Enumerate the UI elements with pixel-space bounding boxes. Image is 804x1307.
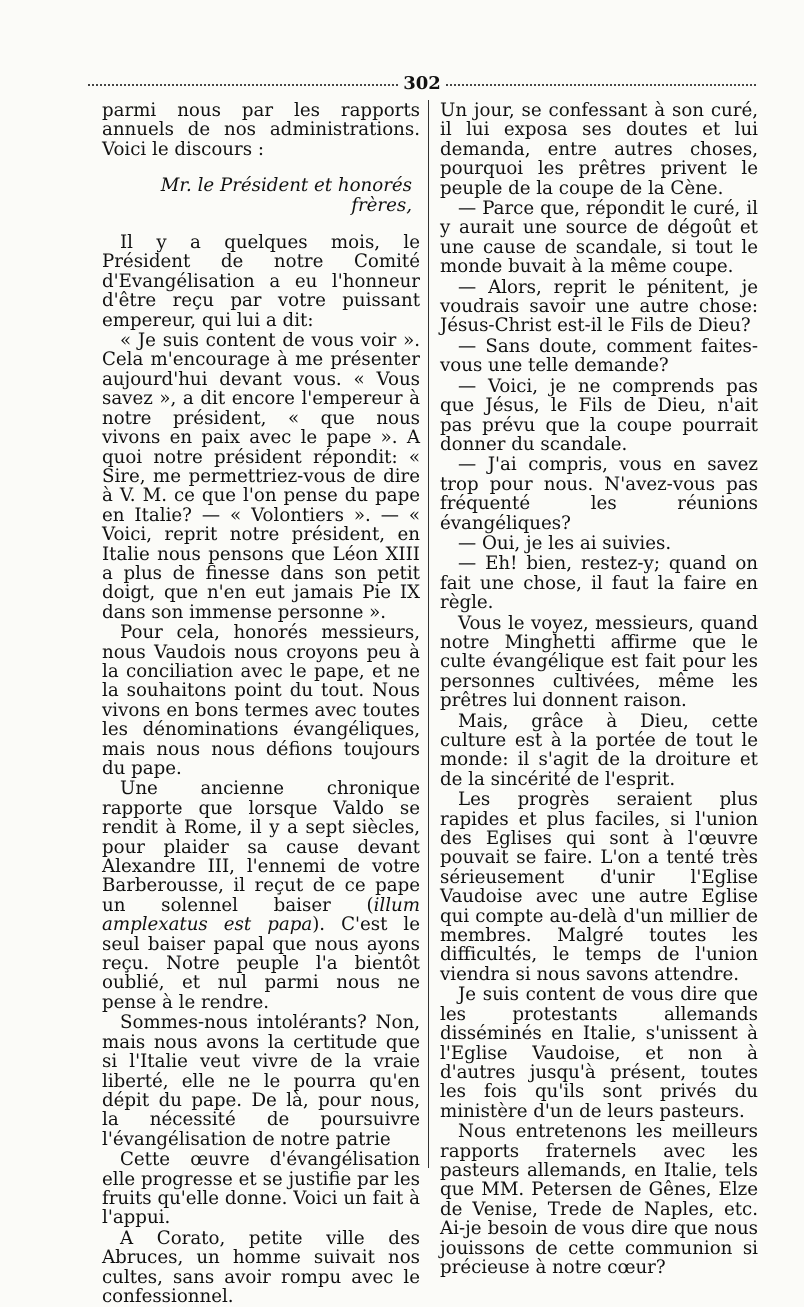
paragraph: Sommes-nous intolérants? Non, mais nous avons la certitude que si l'Italie veut vivre de la vraie liberté, elle ne le pourra qu'en dépit du pape. De là, pour nous, la nécessité de poursuivre l'évangélisation de notre patrie: [102, 1012, 420, 1150]
paragraph: Pour cela, honorés messieurs, nous Vaudois nous croyons peu à la conciliation avec le pape, et ne la souhaitons point du tout. Nous vivons en bons termes avec toutes les dénominations évangéliques, mais nous nous défions toujours du pape.: [102, 622, 420, 779]
paragraph: — J'ai compris, vous en savez trop pour nous. N'avez-vous pas fréquenté les réunions évangéliques?: [440, 454, 758, 534]
paragraph: — Sans doute, comment faites-vous une telle demande?: [440, 335, 758, 377]
paragraph: Les progrès seraient plus rapides et plus faciles, si l'union des Eglises qui sont à l'œuvre pouvait se faire. L'on a tenté très sérieusement d'unir l'Eglise Vaudoise avec une autre Eglise qui compte au-delà d'un millier de membres. Malgré toutes les difficultés, le temps de l'union viendra si nous savons attendre.: [440, 789, 758, 985]
left-column: [102, 101, 420, 1306]
page-header: [88, 72, 756, 96]
column-divider: [428, 100, 429, 1168]
paragraph: Il y a quelques mois, le Président de notre Comité d'Evangélisation a eu l'honneur d'être reçu par votre puissant empereur, qui lui a dit:: [102, 232, 420, 331]
right-column: [440, 101, 758, 1277]
paragraph: Vous le voyez, messieurs, quand notre Minghetti affirme que le culte évangélique est fait pour les personnes cultivées, même les prêtres lui donnent raison.: [440, 612, 758, 712]
paragraph: Cette œuvre d'évangélisation elle progresse et se justifie par les fruits qu'elle donne. Voici un fait à l'appui.: [102, 1149, 420, 1229]
paragraph: — Parce que, répondit le curé, il y aurait une source de dégoût et une cause de scandale, si tout le monde buvait à la même coupe.: [440, 198, 758, 278]
paragraph: Nous entretenons les meilleurs rapports fraternels avec les pasteurs allemands, en Italie, tels que MM. Petersen de Gênes, Elze de Venise, Trede de Naples, etc. Ai-je besoin de vous dire que nous jouissons de cette communion si précieuse à notre cœur?: [440, 1121, 758, 1278]
paragraph: A Corato, petite ville des Abruces, un homme suivait nos cultes, sans avoir rompu avec le confessionnel.: [102, 1227, 420, 1307]
paragraph: — Alors, reprit le pénitent, je voudrais savoir une autre chose: Jésus-Christ est-il le Fils de Dieu?: [440, 276, 758, 337]
paragraph: « Je suis content de vous voir ». Cela m'encourage à me présenter aujourd'hui devant vous. « Vous savez », a dit encore l'empereur à notre président, « que nous vivons en paix avec le pape ». A quoi notre président répondit: « Sire, me permettriez-vous de dire à V. M. ce que l'on pense du pape en Italie? — « Volontiers ». — « Voici, reprit notre président, en Italie nous pensons que Léon XIII a plus de finesse dans son petit doigt, que n'en eut jamais Pie IX dans son immense personne ».: [102, 330, 420, 623]
paragraph: Un jour, se confessant à son curé, il lui exposa ses doutes et lui demanda, entre autres choses, pourquoi les prêtres privent le peuple de la coupe de la Cène.: [440, 100, 758, 199]
paragraph: — Eh! bien, restez-y; quand on fait une chose, il faut la faire en règle.: [440, 553, 758, 614]
paragraph: [102, 779, 420, 1012]
paragraph: Je suis content de vous dire que les protestants allemands disséminés en Italie, s'unissent à l'Eglise Vaudoise, et non à d'autres jusqu'à présent, toutes les fois qu'ils sont privés du ministère d'un de leurs pasteurs.: [440, 984, 758, 1122]
paragraph-text: ). C'est le seul baiser papal que nous ayons reçu. Notre peuple l'a bientôt oublié, et nul parmi nous ne pense à le rendre.: [102, 914, 420, 1013]
salutation: Mr. le Président et honorés frères,: [160, 175, 412, 216]
paragraph: — Oui, je les ai suivies.: [458, 532, 672, 554]
paragraph-text: Une ancienne chronique rapporte que lorsque Valdo se rendit à Rome, il y a sept siècles, pour plaider sa cause devant Alexandre III, l'ennemi de votre Barberousse, il reçut de ce pape un solennel baiser (: [102, 778, 420, 916]
header-rule-right: [446, 84, 756, 86]
paragraph: parmi nous par les rapports annuels de nos administrations. Voici le discours :: [102, 100, 420, 160]
paragraph: — Voici, je ne comprends pas que Jésus, le Fils de Dieu, n'ait pas prévu que la coupe pourrait donner du scandale.: [440, 375, 758, 455]
paragraph: Mais, grâce à Dieu, cette culture est à la portée de tout le monde: il s'agit de la droiture et de la sincérité de l'esprit.: [440, 710, 758, 790]
page-number: 302: [403, 73, 441, 94]
latin-quote: illum amplexatus est papa: [102, 894, 420, 936]
